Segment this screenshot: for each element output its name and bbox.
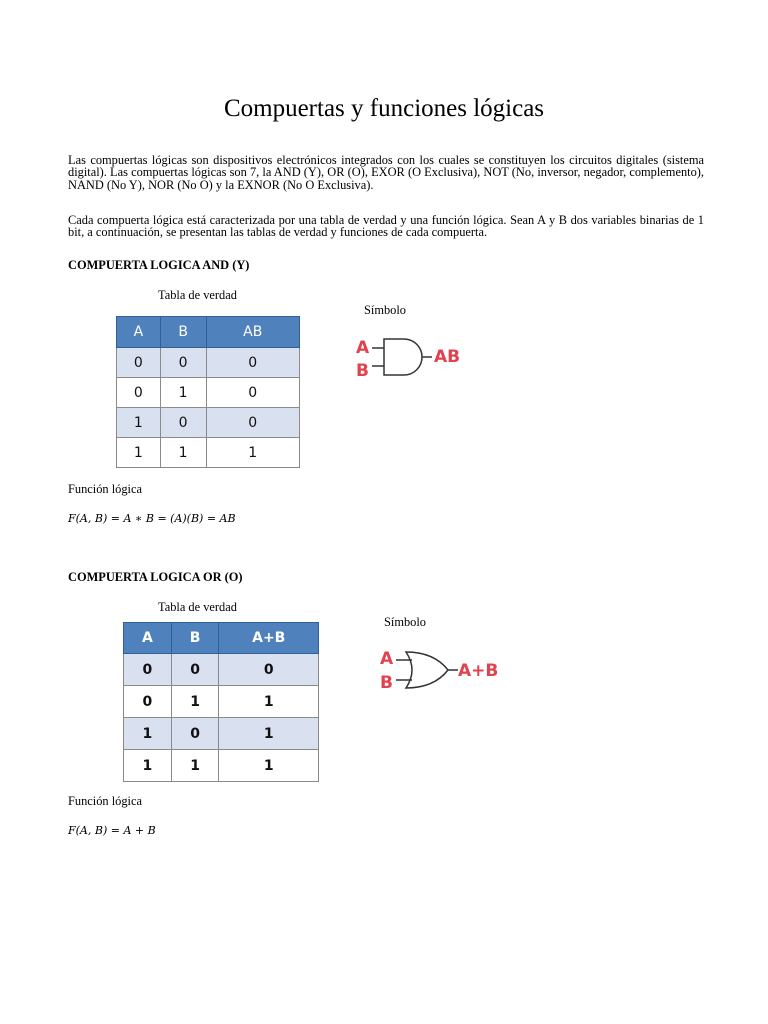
- and-truth-table: [116, 316, 300, 468]
- table-cell: 1: [160, 438, 206, 468]
- column-header-b: B: [160, 317, 206, 348]
- table-cell: 1: [171, 750, 219, 782]
- and-symbol-caption: Símbolo: [364, 303, 406, 317]
- table-cell: 0: [219, 654, 319, 686]
- or-gate-input-a-label: A: [380, 649, 394, 669]
- table-cell: 1: [219, 686, 319, 718]
- or-gate-input-b-label: B: [380, 673, 393, 693]
- table-cell: 0: [171, 654, 219, 686]
- table-cell: 1: [124, 750, 172, 782]
- table-row: [117, 408, 300, 438]
- table-row: [124, 718, 319, 750]
- table-row: [124, 654, 319, 686]
- table-row: [117, 438, 300, 468]
- and-formula: F(A, B) = A ∗ B = (A)(B) = AB: [68, 512, 236, 525]
- table-row: [124, 750, 319, 782]
- table-cell: 0: [160, 408, 206, 438]
- or-truth-table: [123, 622, 319, 782]
- and-function-label: Función lógica: [68, 482, 142, 496]
- table-row: [117, 348, 300, 378]
- and-gate-input-b-label: B: [356, 361, 369, 380]
- table-cell: 0: [206, 378, 299, 408]
- or-symbol-caption: Símbolo: [384, 615, 426, 629]
- column-header-output: A+B: [219, 623, 319, 654]
- table-cell: 0: [124, 654, 172, 686]
- table-cell: 1: [219, 750, 319, 782]
- page-title: Compuertas y funciones lógicas: [223, 95, 545, 122]
- table-cell: 1: [206, 438, 299, 468]
- table-cell: 0: [117, 348, 161, 378]
- and-section-heading: COMPUERTA LOGICA AND (Y): [68, 258, 250, 272]
- or-gate-output-label: A+B: [458, 661, 499, 681]
- table-cell: 1: [117, 438, 161, 468]
- table-cell: 0: [171, 718, 219, 750]
- column-header-a: A: [124, 623, 172, 654]
- or-formula: F(A, B) = A + B: [68, 824, 156, 837]
- column-header-output: AB: [206, 317, 299, 348]
- column-header-a: A: [117, 317, 161, 348]
- table-cell: 1: [171, 686, 219, 718]
- table-cell: 1: [219, 718, 319, 750]
- table-cell: 0: [124, 686, 172, 718]
- or-gate-symbol: [376, 646, 506, 694]
- table-cell: 0: [206, 348, 299, 378]
- intro-paragraph: Las compuertas lógicas son dispositivos electrónicos integrados con los cuales se constituyen los circuitos digitales (sistema digital). Las compuertas lógicas son 7, la AND (Y), OR (O), EXOR (O Exclusiva), NOT (No, inversor, negador, complemento), NAND (No Y), NOR (No O) y la EXNOR (No O Exclusiva).: [68, 153, 704, 192]
- or-table-caption: Tabla de verdad: [158, 600, 237, 614]
- table-cell: 1: [117, 408, 161, 438]
- and-table-caption: Tabla de verdad: [158, 288, 237, 302]
- or-section-heading: COMPUERTA LOGICA OR (O): [68, 570, 243, 584]
- table-row: [117, 378, 300, 408]
- table-cell: 1: [160, 378, 206, 408]
- and-gate-output-label: AB: [434, 347, 461, 367]
- table-cell: 1: [124, 718, 172, 750]
- or-function-label: Función lógica: [68, 794, 142, 808]
- and-gate-symbol: [352, 334, 472, 380]
- intro-paragraph-2: Cada compuerta lógica está caracterizada por una tabla de verdad y una función lógica. Sean A y B dos variables binarias de 1 bit, a continuación, se presentan las tablas de verdad y funciones de cada compuerta.: [68, 213, 704, 240]
- column-header-b: B: [171, 623, 219, 654]
- or-gate-shape: [406, 652, 448, 688]
- table-cell: 0: [160, 348, 206, 378]
- table-row: [124, 686, 319, 718]
- table-cell: 0: [206, 408, 299, 438]
- table-cell: 0: [117, 378, 161, 408]
- and-gate-shape: [384, 339, 422, 375]
- and-gate-input-a-label: A: [356, 338, 370, 358]
